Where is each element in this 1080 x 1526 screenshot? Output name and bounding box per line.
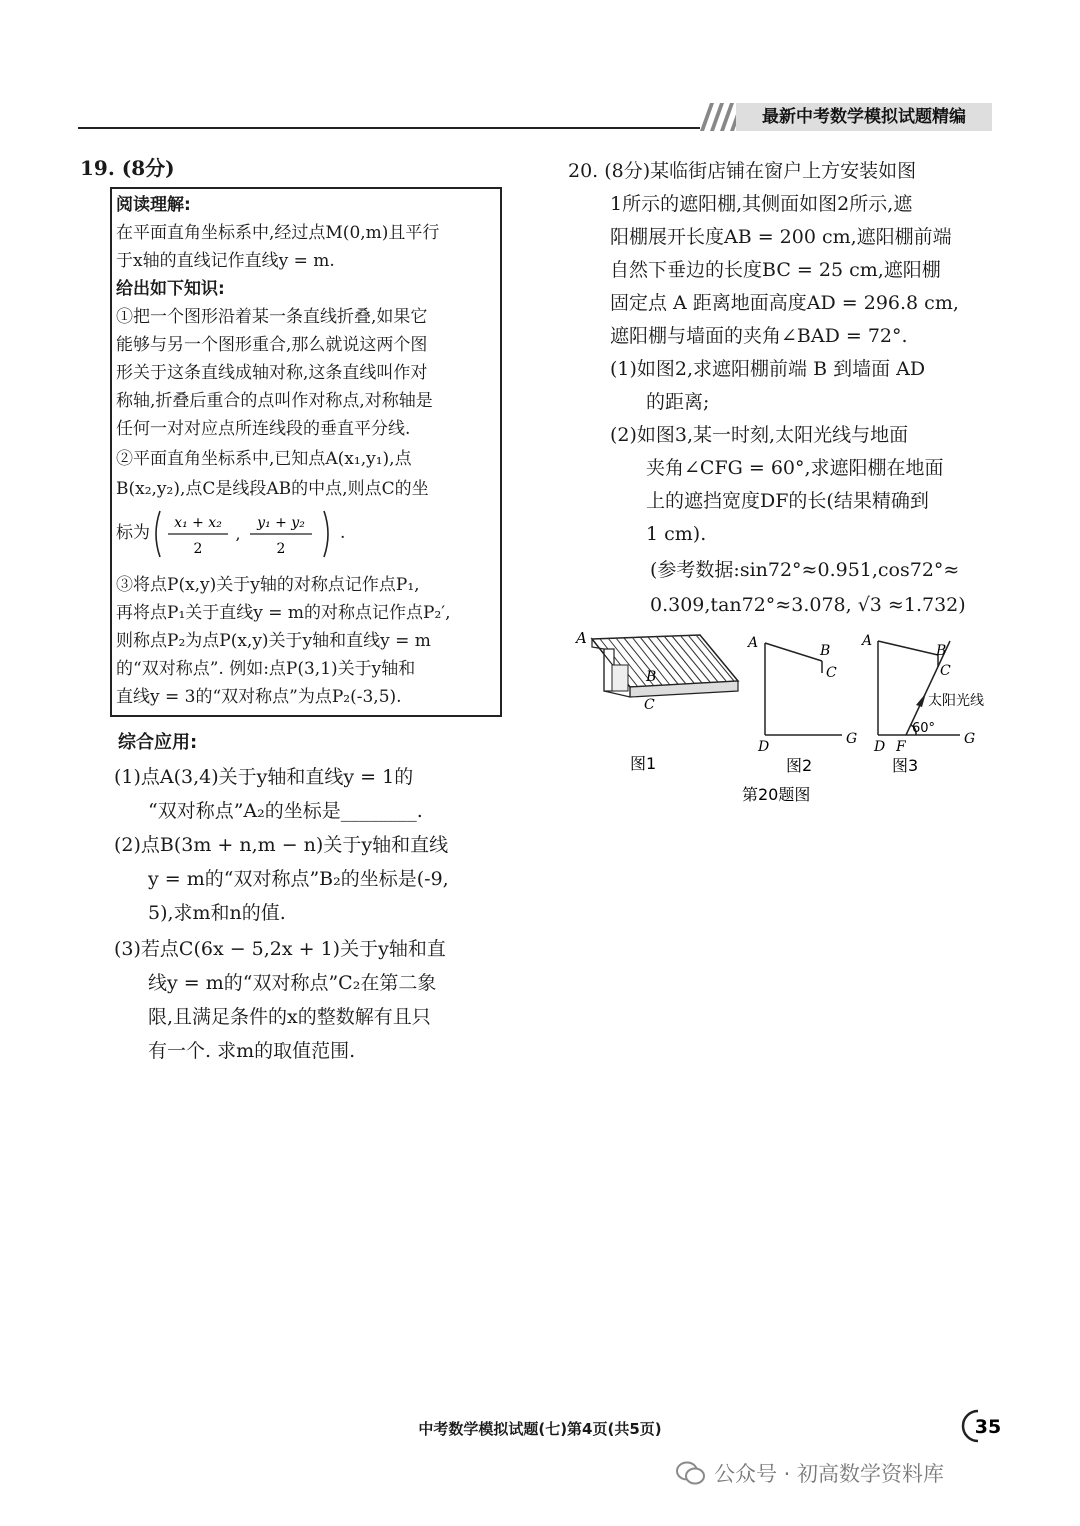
q20-line: 遮阳棚与墙面的夹角∠BAD = 72°. [610,325,908,347]
box-subtitle: 给出如下知识: [116,279,225,299]
q20-line: 0.309,tan72°≈3.078, √3 ≈1.732) [650,594,966,616]
wechat-icon [676,1460,706,1486]
fig1-label-C: C [644,697,655,713]
box-line: 直线y = 3的“双对称点”为点P₂(-3,5). [116,687,402,707]
caption-fig2: 图2 [786,756,813,775]
box-line: 则称点P₂为点P(x,y)关于y轴和直线y = m [116,631,431,651]
box-line: 任何一对对应点所连线段的垂直平分线. [116,419,411,439]
q20-line: 固定点 A 距离地面高度AD = 296.8 cm, [610,292,959,314]
frac1-num: x₁ + x₂ [174,515,222,531]
box-line: ③将点P(x,y)关于y轴的对称点记作点P₁, [116,575,420,595]
sun-arrow [916,693,926,707]
fig3-label-C: C [940,663,951,679]
figure-2-side-view [765,643,842,735]
caption-fig3: 图3 [892,756,919,775]
sun-ray-label: 太阳光线 [928,693,984,709]
box-line: B(x₂,y₂),点C是线段AB的中点,则点C的坐 [116,479,429,499]
q19-part-line: “双对称点”A₂的坐标是________. [148,800,423,822]
q19-part-line: (1)点A(3,4)关于y轴和直线y = 1的 [114,766,414,788]
page-footer: 中考数学模拟试题(七)第4页(共5页) [418,1420,662,1438]
q19-part-line: 限,且满足条件的x的整数解有且只 [148,1006,431,1028]
figure-title: 第20题图 [742,785,811,804]
box-line: 标为 [116,523,150,543]
q20-line: 夹角∠CFG = 60°,求遮阳棚在地面 [646,457,944,479]
page-number-badge [960,1408,1004,1444]
fig2-label-B: B [820,643,831,659]
fig2-label-D: D [758,739,770,755]
page-number: 35 [974,1416,1002,1438]
q20-line: 阳棚展开长度AB = 200 cm,遮阳棚前端 [610,226,952,248]
q20-line: (1)如图2,求遮阳棚前端 B 到墙面 AD [610,358,926,380]
q20-line: 自然下垂边的长度BC = 25 cm,遮阳棚 [610,259,941,281]
reading-box: 阅读理解: 在平面直角坐标系中,经过点M(0,m)且平行 于x轴的直线记作直线y = m. 给出如下知识: ①把一个图形沿着某一条直线折叠,如果它 能够与另一个图形重合,那么就说这两个图 形关于这条直线成轴对称,这条直线叫作对 称轴,折叠后重合的点叫作对称点,对称轴是 任何一对对应点所连线段的垂直平分线. ②平面直角坐标系中,已知点A(x₁,y₁),点 B(x₂,y₂),点C是线段AB的中点,则点C的坐 标为 x₁ + x₂ 2 , y₁ + y₂ 2 . ③将点P(x,y)关于y轴的对称点记作点P₁, 再将点P₁关于直线y = m的对称点记作点P₂′, 则称点P₂为点P(x,y)关于y轴和直线y = m 的“双对称点”. 例如:点P(3,1)关于y轴和 直线y = 3的“双对称点”为点P₂(-3,5). [110,187,502,717]
watermark-text: 公众号 · 初高数学资料库 [714,1462,945,1486]
box-title: 阅读理解: [116,195,191,215]
fig3-label-G: G [964,731,976,747]
fig3-label-F: F [896,739,906,755]
fig2-label-G: G [846,731,858,747]
section-heading: 综合应用: [118,732,198,753]
fig1-label-A: A [576,629,587,647]
frac2-num: y₁ + y₂ [257,515,305,531]
q20-line: 1所示的遮阳棚,其侧面如图2所示,遮 [610,193,913,215]
box-line: 于x轴的直线记作直线y = m. [116,251,335,271]
fig3-label-D: D [874,739,886,755]
fig2-label-C: C [826,665,837,681]
box-line: 形关于这条直线成轴对称,这条直线叫作对 [116,363,428,383]
q20-line: 1 cm). [646,523,707,545]
box-line: ②平面直角坐标系中,已知点A(x₁,y₁),点 [116,449,412,469]
fig1-label-B: B [646,669,657,685]
fig3-label-A: A [862,633,873,649]
q19-part-line: (3)若点C(6x − 5,2x + 1)关于y轴和直 [114,938,446,960]
fig3-label-B: B [936,643,947,659]
box-line: ①把一个图形沿着某一条直线折叠,如果它 [116,307,428,327]
q19-part-line: 5),求m和n的值. [148,902,286,924]
box-line: 能够与另一个图形重合,那么就说这两个图 [116,335,428,355]
series-title: 最新中考数学模拟试题精编 [736,103,992,131]
q19-part-line: 线y = m的“双对称点”C₂在第二象 [148,972,437,994]
svg-text:,: , [235,525,241,543]
q20-figures [570,625,1010,815]
caption-fig1: 图1 [630,754,657,773]
q20-line: 上的遮挡宽度DF的长(结果精确到 [646,490,929,512]
q19-part-line: (2)点B(3m + n,m − n)关于y轴和直线 [114,834,449,856]
midpoint-formula [152,507,332,561]
q20-line: (参考数据:sin72°≈0.951,cos72°≈ [650,559,960,581]
q20-line: 的距离; [646,391,710,413]
box-line: 在平面直角坐标系中,经过点M(0,m)且平行 [116,223,440,243]
q20-line: 20. (8分)某临街店铺在窗户上方安装如图 [568,160,917,182]
angle-label: 60° [912,721,936,736]
q20-line: (2)如图3,某一时刻,太阳光线与地面 [610,424,909,446]
frac2-den: 2 [276,541,286,557]
fig2-label-A: A [748,635,759,651]
header-rule [78,127,700,129]
q19-part-line: 有一个. 求m的取值范围. [148,1040,356,1062]
box-line: 称轴,折叠后重合的点叫作对称点,对称轴是 [116,391,433,411]
q19-heading: 19. (8分) [80,156,175,180]
figure-1-awning [574,629,738,713]
q19-part-line: y = m的“双对称点”B₂的坐标是(-9, [148,868,449,890]
box-line: 的“双对称点”. 例如:点P(3,1)关于y轴和 [116,659,416,679]
box-line: 再将点P₁关于直线y = m的对称点记作点P₂′, [116,603,451,623]
frac1-den: 2 [193,541,203,557]
